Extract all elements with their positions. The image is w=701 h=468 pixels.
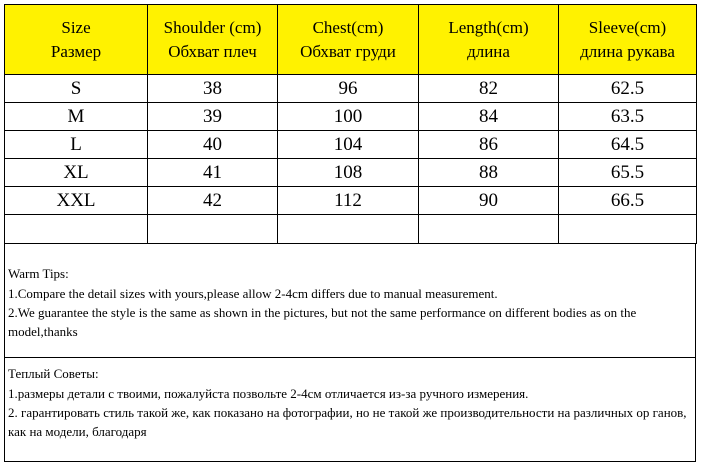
header-shoulder: Shoulder (cm) Обхват плеч	[148, 5, 278, 75]
warm-tips-russian	[4, 358, 696, 462]
cell-chest: 100	[278, 103, 419, 131]
size-table	[4, 4, 697, 244]
cell-empty	[419, 215, 559, 244]
cell-chest: 96	[278, 75, 419, 103]
table-row	[5, 159, 697, 187]
cell-shoulder: 41	[148, 159, 278, 187]
cell-length: 88	[419, 159, 559, 187]
cell-length: 82	[419, 75, 559, 103]
cell-shoulder: 40	[148, 131, 278, 159]
tips-line-2: 2.We guarantee the style is the same as shown in the pictures, but not the same performance on different bodies as on the model,thanks	[8, 305, 637, 339]
header-length: Length(cm) длина	[419, 5, 559, 75]
cell-shoulder: 38	[148, 75, 278, 103]
header-size: Size Размер	[5, 5, 148, 75]
cell-size: XL	[5, 159, 148, 187]
cell-sleeve: 62.5	[559, 75, 697, 103]
header-row	[5, 5, 697, 75]
tips-title: Теплый Советы:	[8, 366, 99, 381]
header-chest: Chest(cm) Обхват груди	[278, 5, 419, 75]
cell-sleeve: 65.5	[559, 159, 697, 187]
cell-empty	[5, 215, 148, 244]
cell-chest: 104	[278, 131, 419, 159]
cell-chest: 112	[278, 187, 419, 215]
cell-empty	[559, 215, 697, 244]
table-row	[5, 187, 697, 215]
tips-title: Warm Tips:	[8, 266, 69, 281]
table-row-empty	[5, 215, 697, 244]
cell-sleeve: 64.5	[559, 131, 697, 159]
table-row	[5, 75, 697, 103]
cell-length: 84	[419, 103, 559, 131]
table-row	[5, 103, 697, 131]
table-row	[5, 131, 697, 159]
cell-size: XXL	[5, 187, 148, 215]
size-chart	[4, 4, 696, 462]
cell-sleeve: 63.5	[559, 103, 697, 131]
tips-line-1: 1.размеры детали с твоими, пожалуйста позвольте 2-4см отличается из-за ручного измерения.	[8, 386, 529, 401]
tips-line-2: 2. гарантировать стиль такой же, как показано на фотографии, но не такой же производительности на различных ор ганов, как на модели, благодаря	[8, 405, 687, 439]
cell-empty	[278, 215, 419, 244]
cell-size: M	[5, 103, 148, 131]
cell-shoulder: 39	[148, 103, 278, 131]
cell-empty	[148, 215, 278, 244]
cell-length: 86	[419, 131, 559, 159]
cell-shoulder: 42	[148, 187, 278, 215]
cell-length: 90	[419, 187, 559, 215]
cell-size: L	[5, 131, 148, 159]
cell-sleeve: 66.5	[559, 187, 697, 215]
warm-tips-english	[4, 244, 696, 358]
cell-size: S	[5, 75, 148, 103]
cell-chest: 108	[278, 159, 419, 187]
header-sleeve: Sleeve(cm) длина рукава	[559, 5, 697, 75]
tips-line-1: 1.Compare the detail sizes with yours,please allow 2-4cm differs due to manual measurement.	[8, 286, 498, 301]
